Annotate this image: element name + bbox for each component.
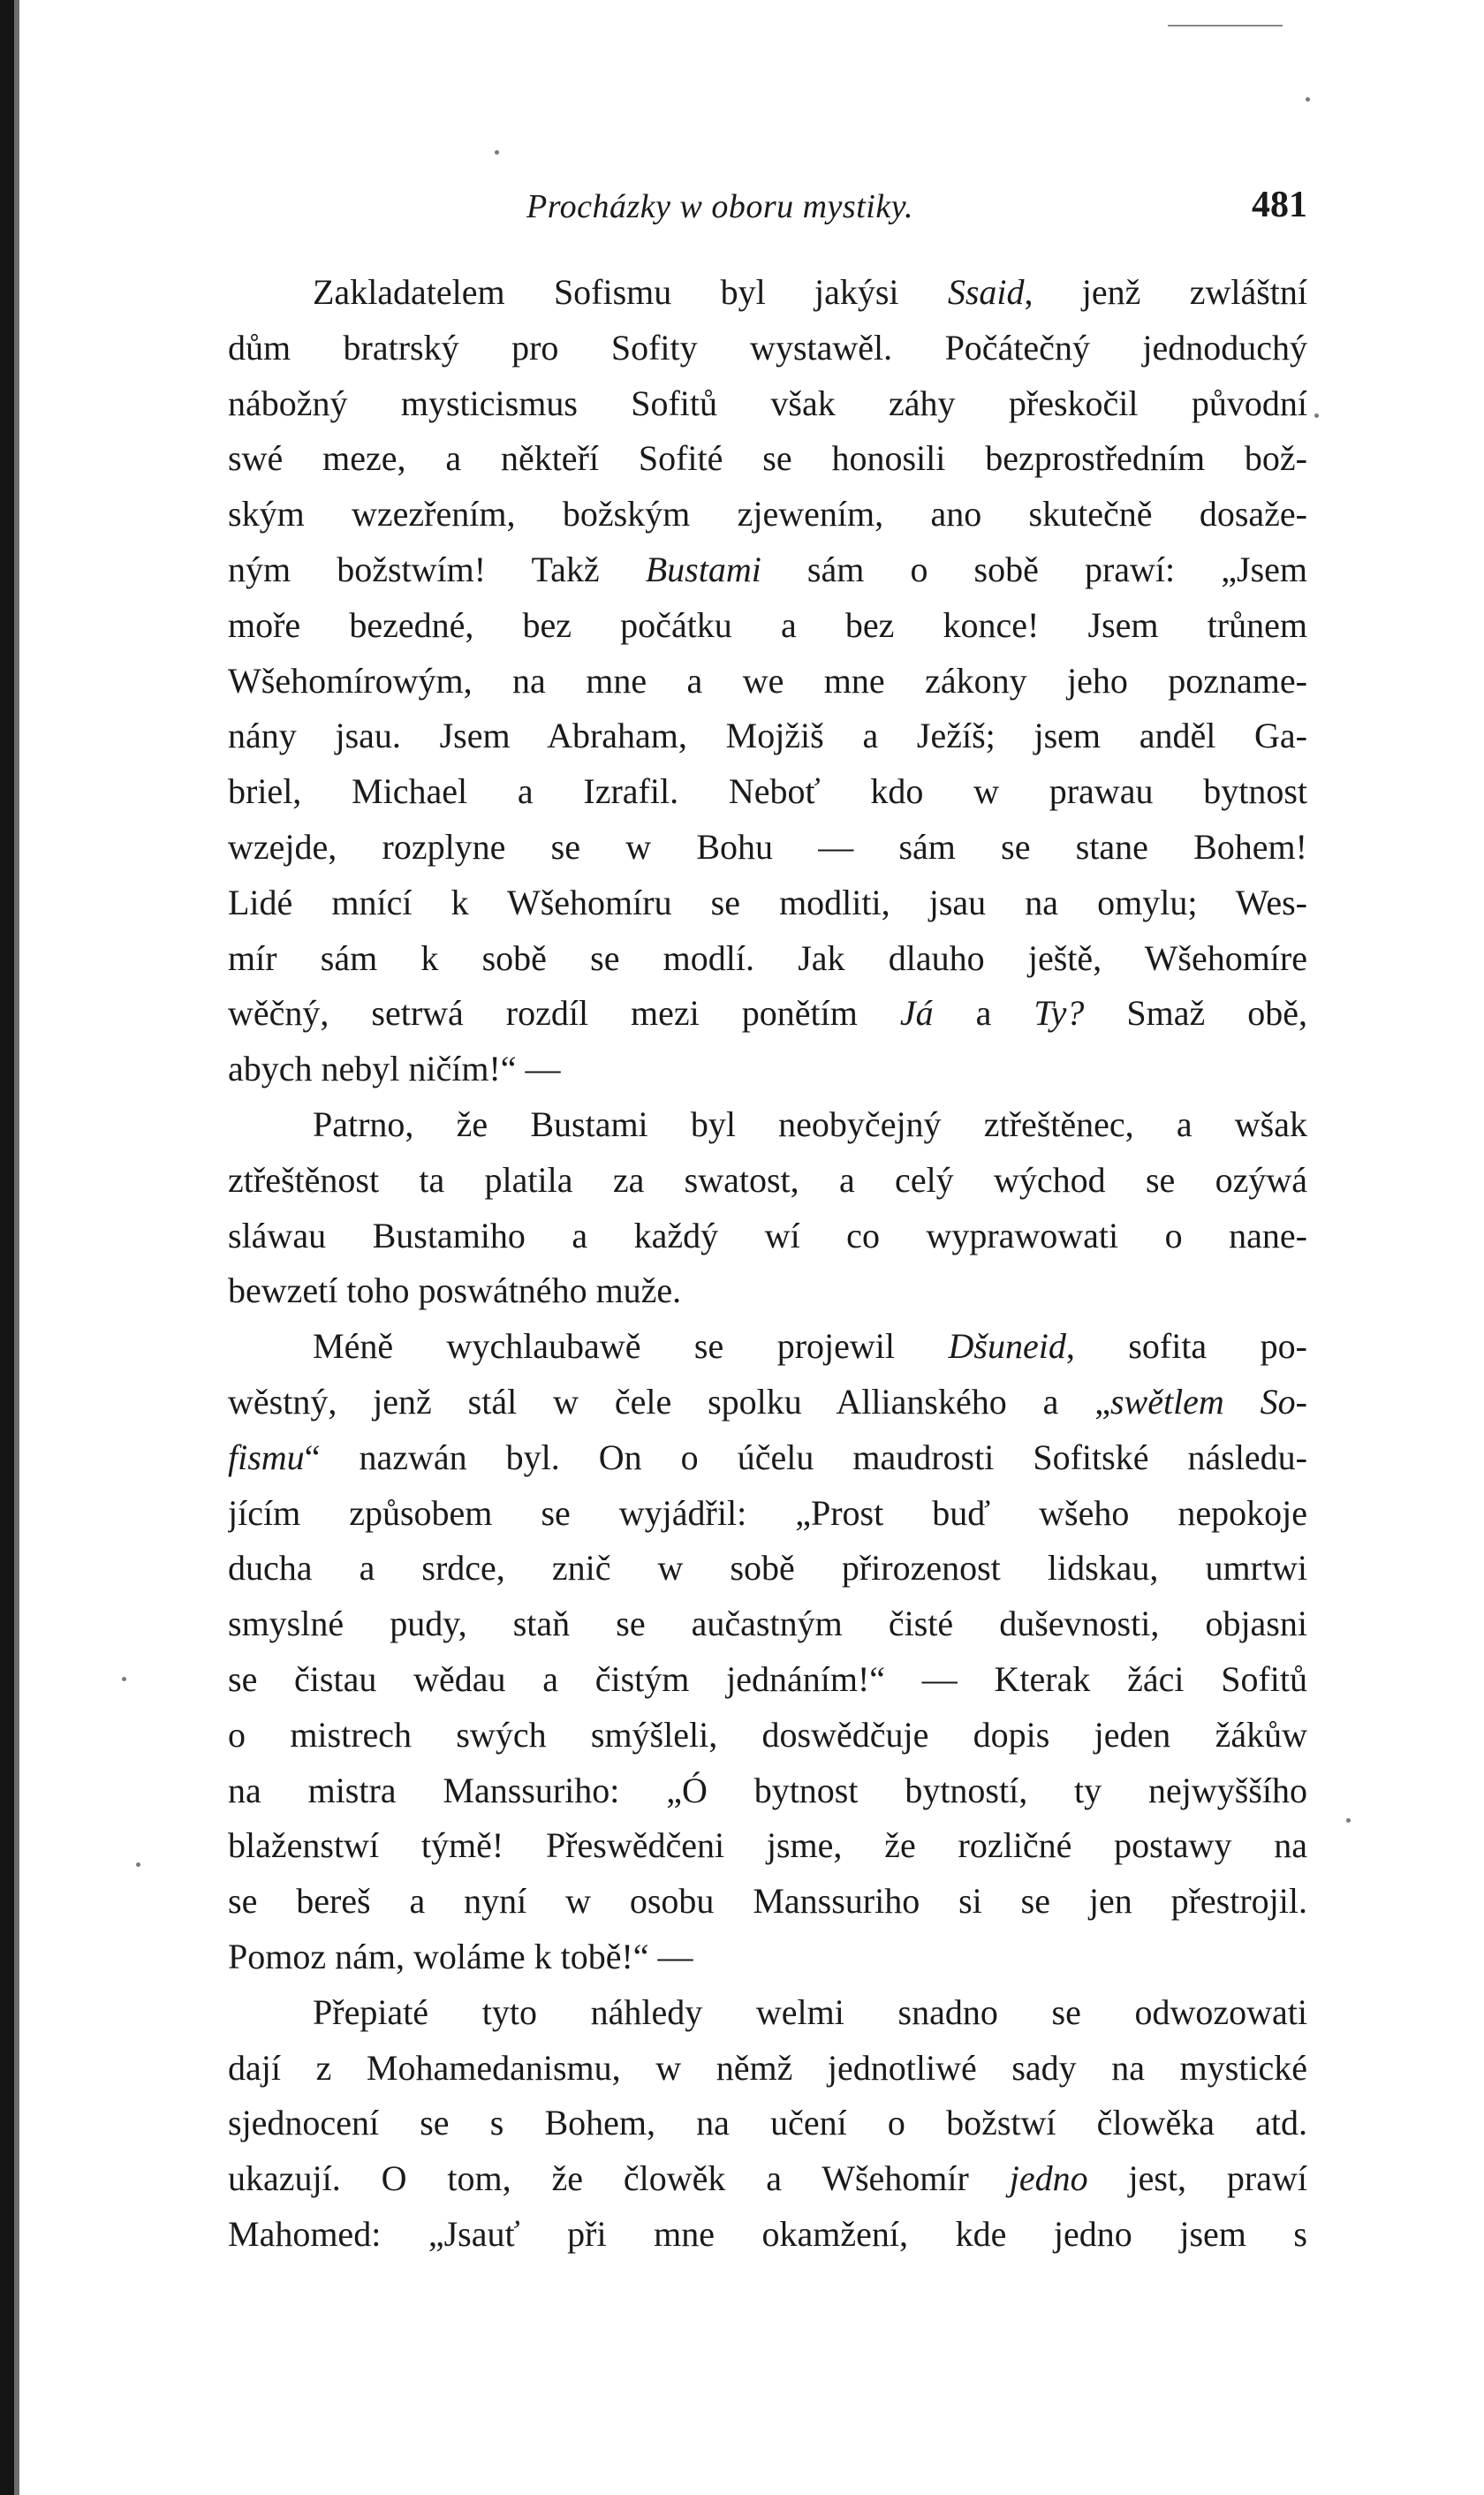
italic-term: Dšuneid <box>948 1326 1066 1367</box>
running-head <box>228 180 1307 237</box>
scan-border-left-shadow <box>14 0 19 2495</box>
italic-term: jedno <box>1009 2158 1088 2199</box>
page-number: 481 <box>1252 185 1307 225</box>
text-line: Zakladatelem Sofismu byl jakýsi Ssaid, jenž zwláštní <box>313 272 1307 312</box>
text-line: se čistau wědau a čistým jednáním!“ — Kterak žáci Sofitů <box>228 1658 1307 1699</box>
text-line: smyslné pudy, staň se aučastným čisté duševnosti, objasni <box>228 1604 1307 1644</box>
text-line: Méně wychlaubawě se projewil Dšuneid, sofita po- <box>313 1326 1307 1367</box>
text-line: ztřeštěnost ta platila za swatost, a celý wýchod se ozýwá <box>228 1159 1307 1200</box>
italic-term: Já <box>899 993 934 1034</box>
text-line: dům bratrský pro Sofity wystawěl. Počátečný jednoduchý <box>228 327 1307 368</box>
scan-speck <box>136 1862 140 1867</box>
italic-term: swětlem So- <box>1109 1381 1307 1422</box>
text-line: fismu“ nazwán byl. On o účelu maudrosti Sofitské následu- <box>228 1437 1307 1477</box>
text-line: briel, Michael a Izrafil. Neboť kdo w prawau bytnost <box>228 771 1307 812</box>
text-line: abych nebyl ničím!“ — <box>228 1049 561 1089</box>
italic-term: fismu <box>228 1437 305 1477</box>
text-line: moře bezedné, bez počátku a bez konce! Jsem trůnem <box>228 604 1307 645</box>
text-line: na mistra Manssuriho: „Ó bytnost bytností, ty nejwyššího <box>228 1770 1307 1810</box>
text-line: Mahomed: „Jsauť při mne okamžení, kde jedno jsem s <box>228 2213 1307 2254</box>
running-title: Procházky w oboru mystiky. <box>526 188 913 225</box>
text-line: ducha a srdce, znič w sobě přirozenost lidskau, umrtwi <box>228 1548 1307 1589</box>
text-line: wěčný, setrwá rozdíl mezi ponětím Já a Ty? Smaž obě, <box>228 993 1307 1034</box>
text-line: sjednocení se s Bohem, na učení o božstwí člowěka atd. <box>228 2103 1307 2143</box>
text-line: ným božstwím! Takž Bustami sám o sobě prawí: „Jsem <box>228 549 1307 589</box>
scan-speck <box>495 150 499 155</box>
text-line: wzejde, rozplyne se w Bohu — sám se stane Bohem! <box>228 826 1307 867</box>
text-line: o mistrech swých smýšleli, doswědčuje dopis jeden žákůw <box>228 1714 1307 1755</box>
text-line: jícím způsobem se wyjádřil: „Prost buď wšeho nepokoje <box>228 1492 1307 1533</box>
scan-speck <box>1346 1818 1351 1823</box>
body-text <box>228 265 1307 2263</box>
italic-term: Bustami <box>645 549 761 589</box>
text-line: bewzetí toho poswátného muže. <box>228 1270 682 1311</box>
text-line: Pomoz nám, woláme k tobě!“ — <box>228 1936 693 1976</box>
text-line: wěstný, jenž stál w čele spolku Allianského a „swětlem So- <box>228 1381 1307 1422</box>
scan-speck <box>122 1677 126 1681</box>
scan-speck <box>1314 413 1319 418</box>
text-line: blaženstwí týmě! Přeswědčeni jsme, že rozličné postawy na <box>228 1825 1307 1866</box>
text-line: swé meze, a někteří Sofité se honosili bezprostředním bož- <box>228 438 1307 479</box>
scan-speck <box>1306 97 1310 102</box>
text-line: ským wzezřením, božským zjewením, ano skutečně dosaže- <box>228 494 1307 535</box>
text-line: nábožný mysticismus Sofitů však záhy přeskočil původní <box>228 383 1307 423</box>
text-line: Patrno, že Bustami byl neobyčejný ztřeštěnec, a wšak <box>313 1103 1307 1144</box>
scan-mark-top <box>1168 25 1283 27</box>
text-line: sláwau Bustamiho a každý wí co wyprawowati o nane- <box>228 1215 1307 1255</box>
text-line: mír sám k sobě se modlí. Jak dlauho ještě, Wšehomíre <box>228 937 1307 978</box>
text-line: dají z Mohamedanismu, w němž jednotliwé sady na mystické <box>228 2047 1307 2088</box>
scan-border-left <box>0 0 14 2495</box>
text-line: nány jsau. Jsem Abraham, Mojžiš a Ježíš; jsem anděl Ga- <box>228 716 1307 756</box>
italic-term: Ssaid <box>947 272 1025 312</box>
text-line: Lidé mnící k Wšehomíru se modliti, jsau na omylu; Wes- <box>228 882 1307 922</box>
text-line: Přepiaté tyto náhledy welmi snadno se odwozowati <box>313 1991 1307 2032</box>
italic-term: Ty? <box>1034 993 1085 1034</box>
text-line: Wšehomírowým, na mne a we mne zákony jeho poznamе- <box>228 660 1307 701</box>
text-line: se bereš a nyní w osobu Manssuriho si se jen přestrojil. <box>228 1881 1307 1922</box>
text-line: ukazují. O tom, že člowěk a Wšehomír jedno jest, prawí <box>228 2158 1307 2199</box>
